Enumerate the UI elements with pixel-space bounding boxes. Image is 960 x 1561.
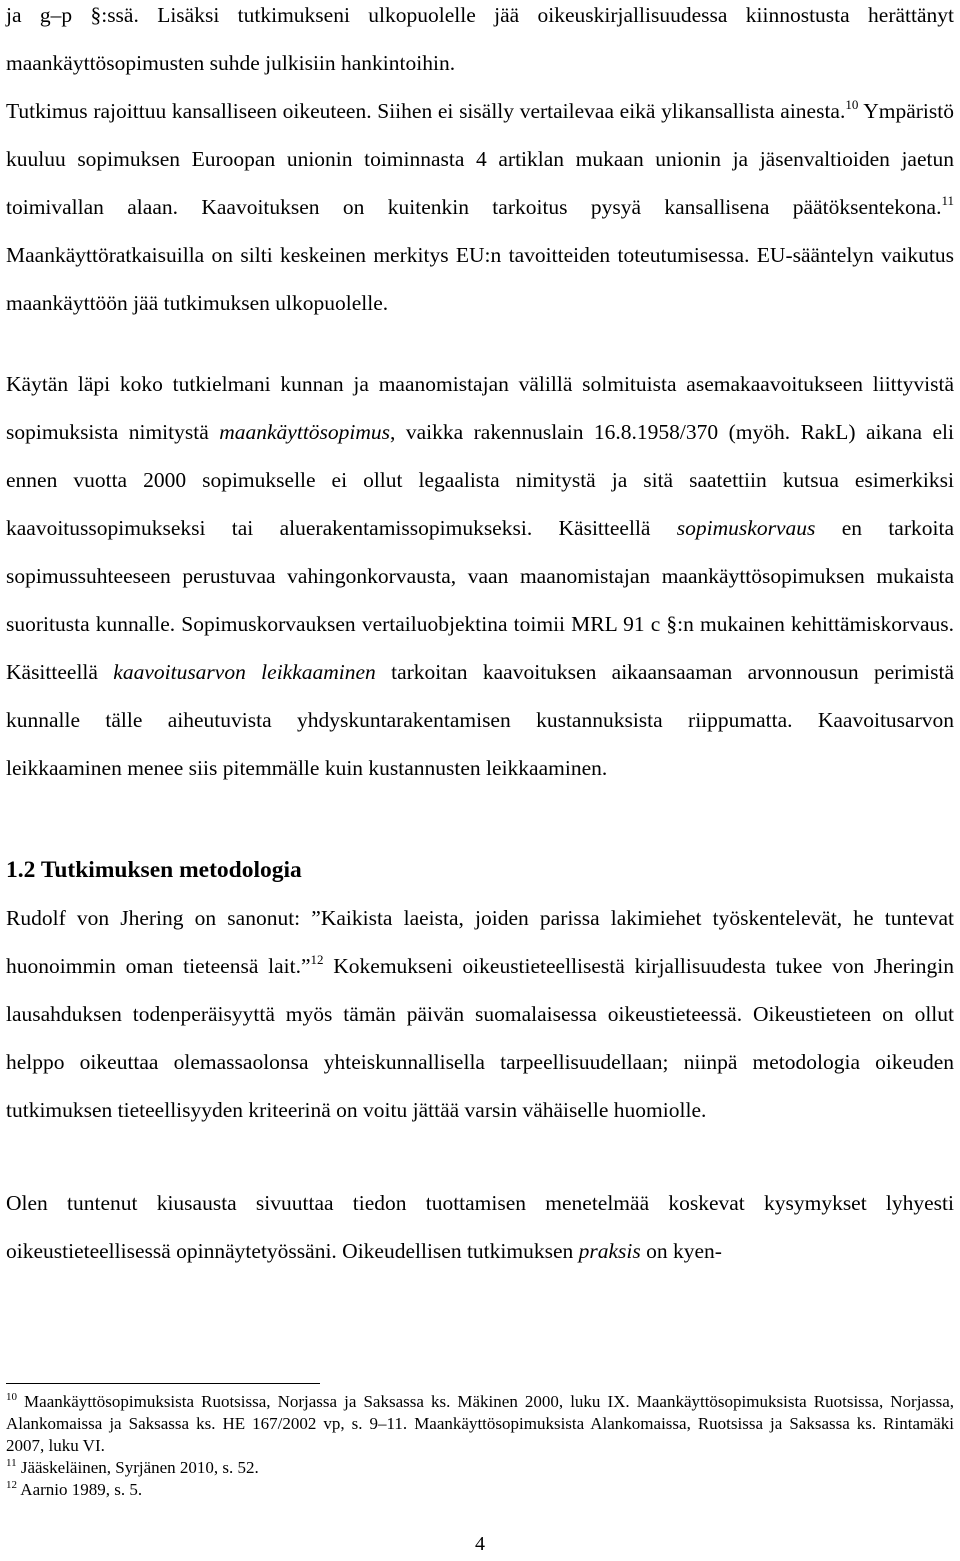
footnote-text: Jääskeläinen, Syrjänen 2010, s. 52. — [16, 1458, 259, 1477]
footnote-number: 12 — [6, 1479, 17, 1491]
document-page — [6, 0, 954, 1561]
text-run: en tarkoita sopimussuhteeseen perustuvaa vahingonkorvausta, vaan maanomistajan maankäyttösopimuksen mukaista suoritusta kunnalle. Sopimuskorvauksen vertailuobjektina toimii MRL 91 c §:n mukainen kehittämiskorvaus. Käsitteellä — [6, 516, 954, 684]
term-sopimuskorvaus: sopimuskorvaus — [676, 516, 816, 540]
footnote-text: Maankäyttösopimuksista Ruotsissa, Norjassa ja Saksassa ks. Mäkinen 2000, luku IX. Maankäyttösopimuksista Ruotsissa, Norjassa, Alankomaissa ja Saksassa ks. HE 167/2002 vp, s. 9–11. Maankäyttösopimuksista Alankomaissa, Ruotsissa ja Saksassa ks. Rintamäki 2007, luku VI. — [6, 1392, 954, 1455]
footnote-text: Aarnio 1989, s. 5. — [17, 1480, 143, 1499]
footnotes — [6, 1391, 954, 1501]
footnote-10 — [6, 1391, 954, 1457]
paragraph-jhering-text — [6, 894, 954, 1134]
text-run: Maankäyttöratkaisuilla on silti keskeinen merkitys EU:n tavoitteiden toteutumisessa. EU-sääntelyn vaikutus maankäyttöön jää tutkimuksen ulkopuolelle. — [6, 243, 954, 315]
footnote-divider — [6, 1383, 320, 1384]
footnote-number: 10 — [6, 1391, 17, 1403]
paragraph-terminology-text — [6, 360, 954, 792]
text-run: Kokemukseni oikeustieteellisestä kirjallisuudesta tukee von Jheringin lausahduksen todenperäisyyttä myös tämän päivän suomalaisessa oikeustieteessä. Oikeustieteen on ollut helppo oikeuttaa olemassaolonsa yhteiskunnallisella tarpeellisuudellaan; niinpä metodologia oikeuden tutkimuksen tieteellisyyden kriteerinä on voitu jättää varsin vähäiselle huomiolle. — [6, 954, 954, 1122]
section-heading: 1.2 Tutkimuksen metodologia — [6, 857, 302, 883]
footnote-12 — [6, 1479, 954, 1501]
paragraph-national-law — [6, 87, 954, 327]
page-number: 4 — [475, 1533, 485, 1555]
footnote-11 — [6, 1457, 954, 1479]
text-run: on kyen- — [640, 1239, 722, 1263]
paragraph-exclusions — [6, 0, 954, 87]
paragraph-jhering — [6, 894, 954, 1134]
term-kaavoitusarvon-leikkaaminen: kaavoitusarvon leikkaaminen — [113, 660, 376, 684]
text-run: Olen tuntenut kiusausta sivuuttaa tiedon tuottamisen menetelmää koskevat kysymykset lyhyesti oikeustieteellisessä opinnäytetyössäni. Oikeudellisen tutkimuksen — [6, 1191, 954, 1263]
paragraph-scope — [6, 0, 954, 327]
text-run: , vaikka rakennuslain 16.8.1958/370 (myöh. RakL) aikana eli ennen vuotta 2000 sopimukselle ei ollut legaalista nimitystä ja sitä saatettiin kutsua esimerkiksi kaavoitussopimukseksi tai aluerakentamissopimukseksi. Käsitteellä — [6, 420, 954, 540]
footnote-ref-12[interactable]: 12 — [310, 952, 324, 967]
text-run: Rudolf von Jhering on sanonut: ”Kaikista laeista, joiden parissa lakimiehet työskentelevät, he tuntevat huonoimmin oman tieteensä lait.” — [6, 906, 954, 978]
text-run: Ympäristö kuuluu sopimuksen Euroopan unionin toiminnasta 4 artiklan mukaan unionin ja jäsenvaltioiden jaetun toimivallan alaan. Kaavoituksen on kuitenkin tarkoitus pysyä kansallisena päätöksentekona. — [6, 99, 954, 219]
footnote-ref-10[interactable]: 10 — [845, 97, 859, 112]
paragraph-temptation-text — [6, 1179, 954, 1275]
footnote-ref-11[interactable]: 11 — [941, 193, 954, 208]
term-maankayttosopimus: maankäyttösopimus — [219, 420, 391, 444]
term-praksis: praksis — [578, 1239, 641, 1263]
text-run: Tutkimus rajoittuu kansalliseen oikeuteen. Siihen ei sisälly vertailevaa eikä ylikansallista ainesta. — [6, 99, 846, 123]
footnote-number: 11 — [6, 1457, 17, 1469]
text-run: ja g–p §:ssä. Lisäksi tutkimukseni ulkopuolelle jää oikeuskirjallisuudessa kiinnostusta herättänyt maankäyttösopimusten suhde julkisiin hankintoihin. — [6, 3, 954, 75]
paragraph-temptation — [6, 1179, 954, 1275]
text-run: Käytän läpi koko tutkielmani kunnan ja maanomistajan välillä solmituista asemakaavoitukseen liittyvistä sopimuksista nimitystä — [6, 372, 954, 444]
paragraph-terminology — [6, 360, 954, 792]
text-run: tarkoitan kaavoituksen aikaansaaman arvonnousun perimistä kunnalle tälle aiheutuvista yhdyskuntarakentamisen kustannuksista riippumatta. Kaavoitusarvon leikkaaminen menee siis pitemmälle kuin kustannusten leikkaaminen. — [6, 660, 954, 780]
